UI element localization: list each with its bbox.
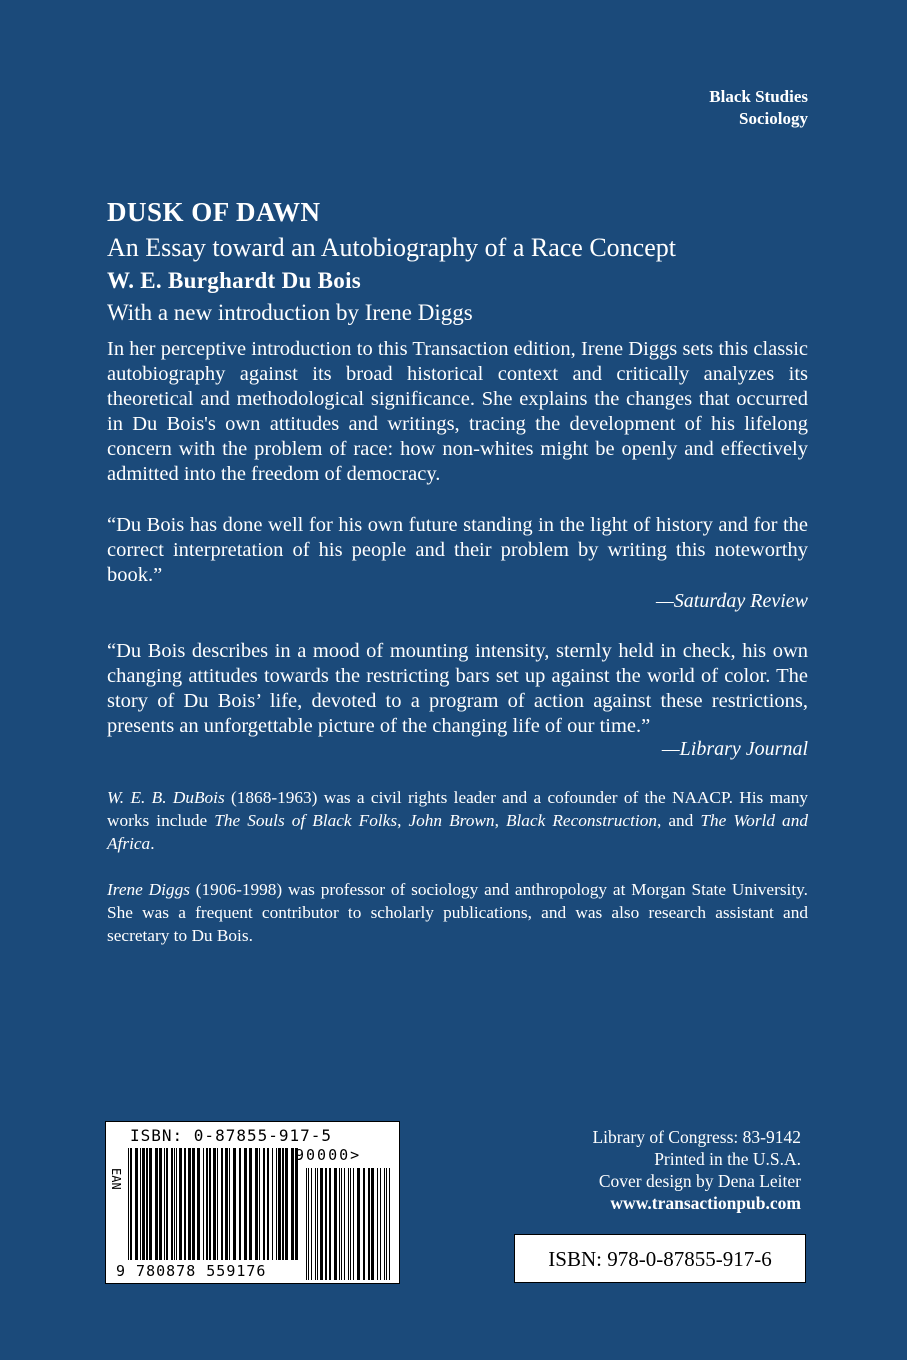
barcode-bar xyxy=(203,1148,204,1260)
period: . xyxy=(150,834,155,853)
printed-in: Printed in the U.S.A. xyxy=(654,1149,801,1169)
separator: , and xyxy=(656,811,701,830)
introducer-bio xyxy=(107,878,808,947)
barcode-bar xyxy=(348,1168,349,1280)
barcode-bar xyxy=(306,1168,307,1280)
review-source-1: —Saturday Review xyxy=(655,590,808,612)
barcode-isbn10: ISBN: 0-87855-917-5 xyxy=(130,1126,333,1145)
barcode-bar xyxy=(184,1148,186,1260)
barcode-bar xyxy=(229,1148,230,1260)
barcode-bar xyxy=(209,1148,211,1260)
barcode-bar xyxy=(249,1148,252,1260)
author-bio-name: W. E. B. DuBois xyxy=(107,788,225,807)
separator: , xyxy=(494,811,506,830)
isbn13-box: ISBN: 978-0-87855-917-6 xyxy=(514,1234,806,1283)
category-black-studies: Black Studies xyxy=(709,87,808,106)
barcode-bar xyxy=(221,1148,223,1260)
barcode-bar xyxy=(285,1148,288,1260)
barcode-bar xyxy=(380,1168,381,1280)
barcode-bar xyxy=(357,1168,360,1280)
barcode-bar xyxy=(159,1148,162,1260)
barcode-bar xyxy=(368,1168,370,1280)
library-of-congress: Library of Congress: 83-9142 xyxy=(592,1127,801,1147)
barcode-bar xyxy=(291,1148,294,1260)
barcode-bar xyxy=(377,1168,378,1280)
book-author: W. E. Burghardt Du Bois xyxy=(107,268,362,293)
barcode-bar xyxy=(140,1148,141,1260)
barcode-bar xyxy=(130,1148,132,1260)
book-subtitle: An Essay toward an Autobiography of a Race Concept xyxy=(107,233,676,262)
barcode-bar xyxy=(171,1148,173,1260)
barcode-bar xyxy=(282,1148,284,1260)
barcode-bar xyxy=(334,1168,337,1280)
barcode-bar xyxy=(225,1148,228,1260)
barcode-bar xyxy=(350,1168,351,1280)
barcode-bar xyxy=(363,1168,365,1280)
category-sociology: Sociology xyxy=(739,109,808,128)
separator: , xyxy=(397,811,409,830)
barcode-bar xyxy=(259,1148,260,1260)
barcode-bar xyxy=(166,1148,168,1260)
barcode-ean-label: EAN xyxy=(109,1168,123,1190)
cover-design-credit: Cover design by Dena Leiter xyxy=(598,1171,801,1191)
barcode-bar xyxy=(239,1148,241,1260)
barcode-bar xyxy=(135,1148,138,1260)
barcode-bar xyxy=(320,1168,323,1280)
review-quote-1: “Du Bois has done well for his own future standing in the light of history and for the correct interpretation of his people and their problem by writing this noteworthy book.” xyxy=(107,514,808,586)
barcode-bar xyxy=(371,1168,374,1280)
barcode-bar xyxy=(244,1148,247,1260)
barcode-bar xyxy=(192,1148,195,1260)
barcode-bar xyxy=(146,1148,148,1260)
barcode-bar xyxy=(217,1148,218,1260)
review-source-2: —Library Journal xyxy=(661,738,808,760)
barcode-bar xyxy=(315,1168,316,1280)
barcode-bar xyxy=(142,1148,145,1260)
introduction-credit: With a new introduction by Irene Diggs xyxy=(107,300,473,325)
barcode-bar xyxy=(128,1148,129,1260)
work-title: The Souls of Black Folks xyxy=(214,811,398,830)
barcode-bar xyxy=(344,1168,345,1280)
barcode-bar xyxy=(386,1168,387,1280)
barcode-bar xyxy=(255,1148,258,1260)
work-title: John Brown xyxy=(408,811,495,830)
ean-barcode-bars xyxy=(128,1148,298,1260)
barcode-bar xyxy=(263,1148,265,1260)
barcode-bar xyxy=(197,1148,200,1260)
barcode-bar xyxy=(278,1148,281,1260)
introducer-bio-text: (1906-1998) was professor of sociology and anthropology at Morgan State University. She was a frequent contributor to scholarly publications, and was also research assistant and secretary to Du Bois. xyxy=(107,880,808,945)
publisher-imprint xyxy=(592,1126,801,1214)
barcode-bar xyxy=(272,1148,273,1260)
barcode-bar xyxy=(308,1168,309,1280)
barcode-bar xyxy=(149,1148,152,1260)
barcode-bar xyxy=(276,1148,277,1260)
barcode-bar xyxy=(267,1148,269,1260)
addon-barcode-bars xyxy=(306,1168,394,1280)
barcode-bar xyxy=(295,1148,298,1260)
author-bio-text: (1868-1963) was a civil rights leader and a cofounder of the NAACP. His many works include xyxy=(107,788,808,830)
work-title: Black Reconstruction xyxy=(505,811,657,830)
barcode-bar xyxy=(176,1148,177,1260)
barcode-bar xyxy=(384,1168,385,1280)
barcode-bar xyxy=(339,1168,340,1280)
barcode-bar xyxy=(317,1168,318,1280)
barcode-addon-number: 90000> xyxy=(295,1146,362,1164)
review-quote-2: “Du Bois describes in a mood of mounting intensity, sternly held in check, his own changing attitudes towards the restricting bars set up against the world of color. The story of Du Bois’ life, devoted to a program of action against these restrictions, presents an unforgettable picture of the changing life of our time.” xyxy=(107,640,808,737)
barcode-label xyxy=(105,1121,400,1284)
barcode-bar xyxy=(164,1148,165,1260)
barcode-bar xyxy=(325,1168,327,1280)
introducer-bio-name: Irene Diggs xyxy=(107,880,190,899)
barcode-bar xyxy=(179,1148,182,1260)
barcode-bar xyxy=(188,1148,191,1260)
barcode-bar xyxy=(213,1148,216,1260)
book-description: In her perceptive introduction to this Transaction edition, Irene Diggs sets this classic autobiography against its broad historical context and critically analyzes its theoretical and methodological significance. She explains the changes that occurred in Du Bois's own attitudes and writings, tracing the development of his lifelong concern with the problem of race: how non-whites might be openly and effectively admitted into the freedom of democracy. xyxy=(107,338,808,485)
barcode-bar xyxy=(353,1168,354,1280)
barcode-bar xyxy=(206,1148,208,1260)
subject-categories xyxy=(709,86,808,130)
barcode-bar xyxy=(155,1148,158,1260)
publisher-url[interactable]: www.transactionpub.com xyxy=(610,1193,801,1213)
barcode-bar xyxy=(329,1168,331,1280)
barcode-bar xyxy=(233,1148,236,1260)
barcode-bar xyxy=(174,1148,175,1260)
barcode-bar xyxy=(389,1168,390,1280)
work-title: The World and Africa xyxy=(107,811,808,853)
barcode-bar xyxy=(311,1168,312,1280)
barcode-bar xyxy=(341,1168,342,1280)
author-bio xyxy=(107,786,808,855)
book-title: DUSK OF DAWN xyxy=(107,197,321,227)
barcode-ean-number: 9 780878 559176 xyxy=(116,1262,267,1280)
